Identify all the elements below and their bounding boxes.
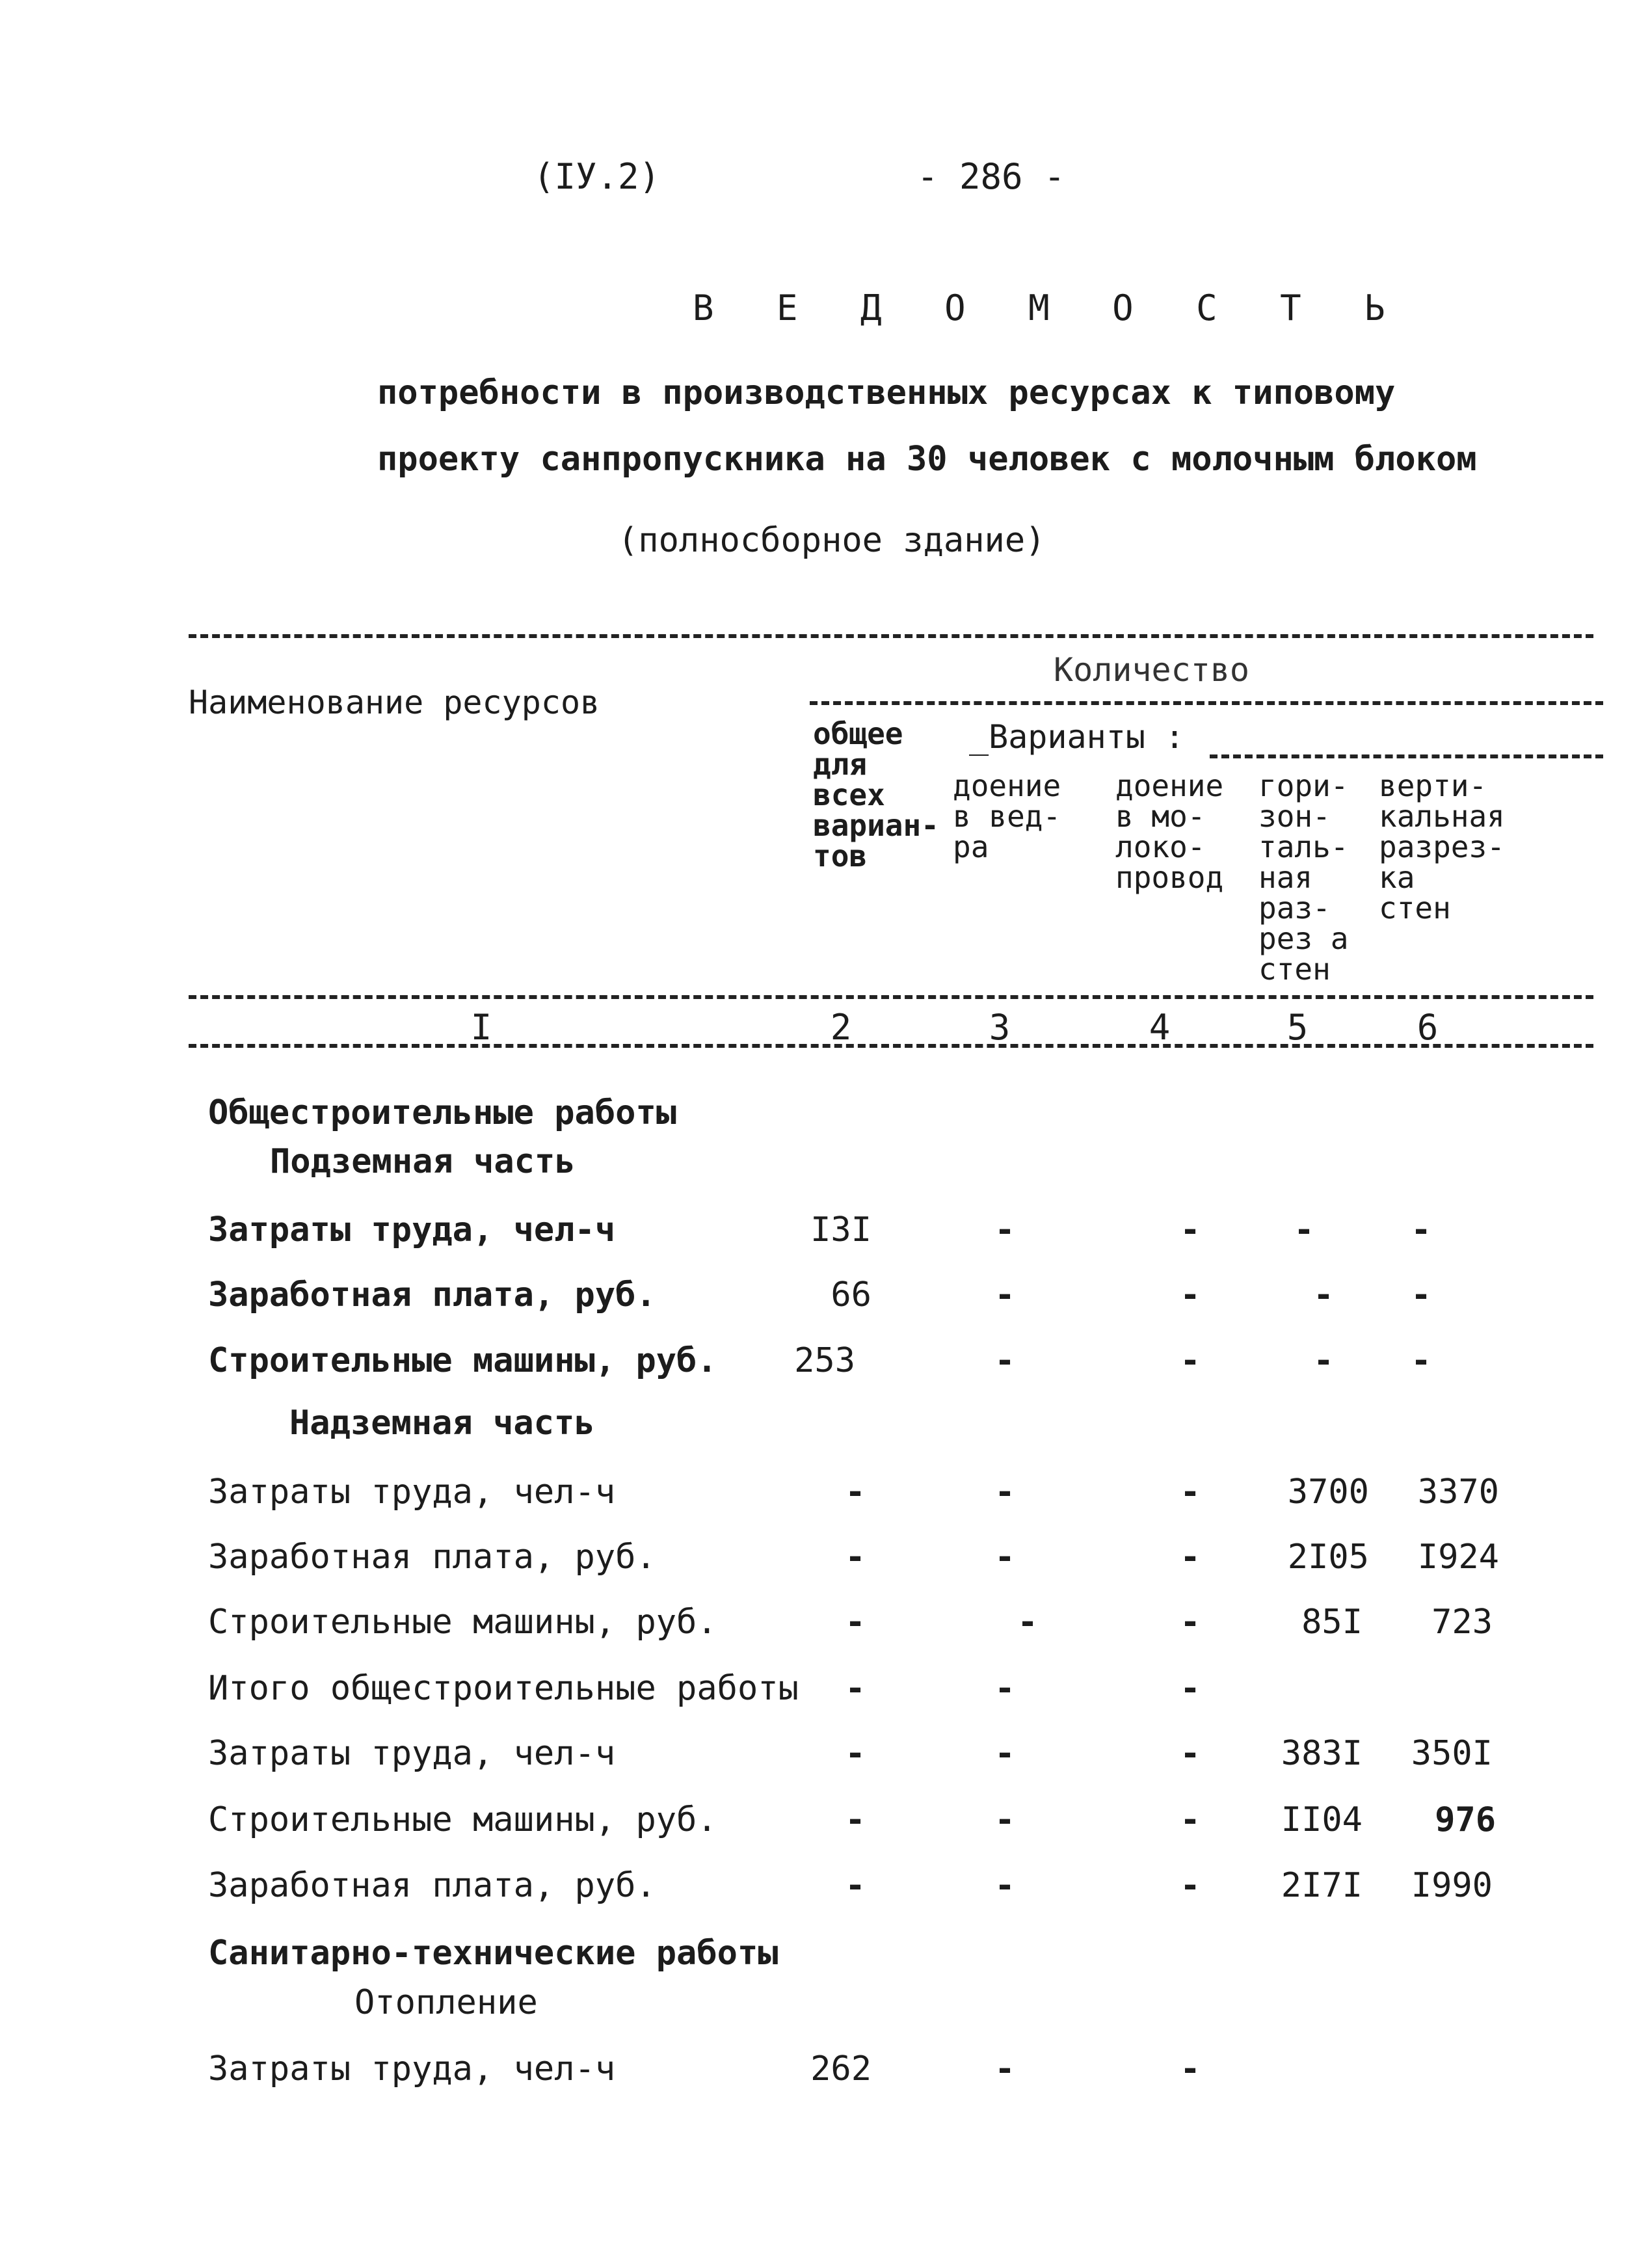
- column-header-variants: _Варианты :: [969, 718, 1185, 756]
- cell-pipeline: -: [1180, 1866, 1201, 1905]
- table-rule-quantity: [810, 701, 1603, 705]
- section-heating: Отопление: [354, 1983, 538, 2022]
- cell-vertical: -: [1411, 1275, 1431, 1314]
- cell-pipeline: -: [1180, 2049, 1201, 2088]
- cell-general: 66: [831, 1275, 872, 1314]
- cell-general: 262: [810, 2049, 872, 2088]
- cell-bucket: -: [994, 1734, 1015, 1773]
- cell-horizontal: -: [1294, 1210, 1314, 1249]
- row-label: Строительные машины, руб.: [208, 1341, 717, 1380]
- column-number-3: 3: [989, 1007, 1011, 1048]
- column-number-4: 4: [1149, 1007, 1171, 1048]
- cell-bucket: -: [994, 1210, 1015, 1249]
- cell-bucket: -: [994, 1538, 1015, 1577]
- cell-general: 253: [794, 1341, 855, 1380]
- section-total-general: Итого общестроительные работы: [208, 1669, 799, 1708]
- cell-vertical: 723: [1431, 1603, 1493, 1642]
- section-aboveground: Надземная часть: [289, 1404, 595, 1443]
- cell-pipeline: -: [1180, 1275, 1201, 1314]
- column-header-pipeline-milking: доение в мо- локо- провод: [1115, 768, 1224, 895]
- column-number-6: 6: [1417, 1007, 1439, 1048]
- cell-general: -: [845, 1866, 866, 1905]
- cell-vertical: 976: [1435, 1800, 1496, 1839]
- column-header-bucket-milking: доение в вед- ра: [953, 768, 1061, 864]
- cell-bucket: -: [1017, 1603, 1038, 1642]
- cell-bucket: -: [994, 1866, 1015, 1905]
- cell-horizontal: -: [1313, 1341, 1334, 1380]
- cell-pipeline: -: [1180, 1669, 1201, 1708]
- table-rule-header-bottom: [189, 995, 1593, 999]
- cell-general: -: [845, 1669, 866, 1708]
- column-header-general: общее для всех вариан- тов: [813, 716, 939, 874]
- row-label: Затраты труда, чел-ч: [208, 1473, 616, 1512]
- column-header-vertical-cutting: верти- кальная разрез- ка стен: [1379, 768, 1505, 926]
- column-header-quantity: Количество: [1054, 651, 1250, 689]
- cell-pipeline: -: [1180, 1603, 1201, 1642]
- cell-general: -: [845, 1800, 866, 1839]
- cell-vertical: I924: [1417, 1538, 1499, 1577]
- cell-pipeline: -: [1180, 1210, 1201, 1249]
- cell-bucket: -: [994, 1669, 1015, 1708]
- cell-vertical: I990: [1411, 1866, 1493, 1905]
- subtitle-line-1: потребности в производственных ресурсах к типовому: [377, 373, 1396, 412]
- section-underground: Подземная часть: [270, 1142, 576, 1181]
- cell-pipeline: -: [1180, 1473, 1201, 1512]
- section-sanitary: Санитарно-технические работы: [208, 1934, 778, 1973]
- cell-general: I3I: [810, 1210, 872, 1249]
- cell-horizontal: 383I: [1281, 1734, 1363, 1773]
- row-label: Строительные машины, руб.: [208, 1800, 717, 1839]
- subtitle-line-2: проекту санпропускника на 30 человек с молочным блоком: [377, 440, 1477, 479]
- page-number: - 286 -: [917, 156, 1065, 197]
- cell-horizontal: II04: [1281, 1800, 1363, 1839]
- cell-horizontal: 3700: [1287, 1473, 1369, 1512]
- column-header-name: Наименование ресурсов: [189, 684, 600, 721]
- row-label: Затраты труда, чел-ч: [208, 1210, 616, 1249]
- cell-vertical: -: [1411, 1341, 1431, 1380]
- column-number-2: 2: [830, 1007, 852, 1048]
- column-number-5: 5: [1286, 1007, 1309, 1048]
- cell-general: -: [845, 1538, 866, 1577]
- cell-vertical: 3370: [1417, 1473, 1499, 1512]
- section-general-construction: Общестроительные работы: [208, 1093, 677, 1132]
- row-label: Затраты труда, чел-ч: [208, 2049, 616, 2088]
- document-code: (IУ.2): [533, 156, 661, 197]
- row-label: Заработная плата, руб.: [208, 1538, 656, 1577]
- cell-horizontal: 2I05: [1287, 1538, 1369, 1577]
- cell-general: -: [845, 1734, 866, 1773]
- cell-bucket: -: [994, 1341, 1015, 1380]
- table-rule-variants: [1210, 754, 1603, 758]
- cell-vertical: -: [1411, 1210, 1431, 1249]
- cell-pipeline: -: [1180, 1538, 1201, 1577]
- subtitle-line-3: (полносборное здание): [618, 521, 1046, 560]
- cell-pipeline: -: [1180, 1800, 1201, 1839]
- cell-bucket: -: [994, 1275, 1015, 1314]
- row-label: Строительные машины, руб.: [208, 1603, 717, 1642]
- column-number-1: I: [470, 1007, 492, 1048]
- cell-general: -: [845, 1473, 866, 1512]
- table-rule-top: [189, 634, 1593, 638]
- cell-horizontal: 85I: [1301, 1603, 1363, 1642]
- cell-general: -: [845, 1603, 866, 1642]
- cell-pipeline: -: [1180, 1341, 1201, 1380]
- row-label: Затраты труда, чел-ч: [208, 1734, 616, 1773]
- cell-bucket: -: [994, 1800, 1015, 1839]
- cell-bucket: -: [994, 1473, 1015, 1512]
- table-rule-column-numbers: [189, 1044, 1593, 1048]
- cell-vertical: 350I: [1411, 1734, 1493, 1773]
- row-label: Заработная плата, руб.: [208, 1275, 656, 1314]
- document-title: В Е Д О М О С Т Ь: [693, 287, 1406, 328]
- cell-pipeline: -: [1180, 1734, 1201, 1773]
- column-header-horizontal-cutting: гори- зон- таль- ная раз- рез а стен: [1258, 768, 1349, 987]
- cell-horizontal: 2I7I: [1281, 1866, 1363, 1905]
- cell-horizontal: -: [1313, 1275, 1334, 1314]
- row-label: Заработная плата, руб.: [208, 1866, 656, 1905]
- cell-bucket: -: [994, 2049, 1015, 2088]
